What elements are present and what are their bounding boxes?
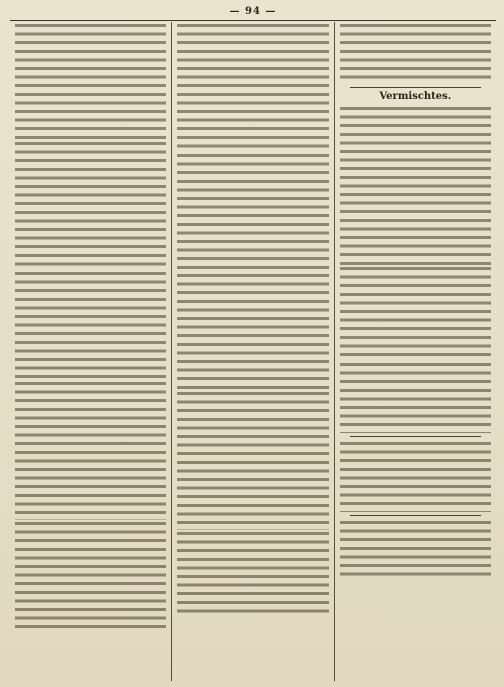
article-paragraph: [340, 361, 491, 433]
article-paragraph: [340, 105, 491, 265]
section-heading: Vermischtes.: [379, 91, 452, 102]
article-text: [177, 530, 328, 616]
section-divider: [350, 515, 481, 516]
article-paragraph: [340, 265, 491, 361]
article-paragraph: [177, 152, 328, 272]
article-text: [15, 520, 166, 630]
article-paragraph: [15, 380, 166, 520]
page-header: [10, 6, 496, 21]
article-paragraph: [340, 519, 491, 581]
article-paragraph: [177, 22, 328, 152]
article-paragraph: [15, 270, 166, 380]
article-text: [15, 380, 166, 520]
article-text: [340, 105, 491, 265]
article-text: [177, 152, 328, 272]
page-number: — 94 —: [229, 6, 277, 17]
article-paragraph: [15, 520, 166, 630]
article-text: [15, 270, 166, 380]
column-left: [10, 22, 171, 681]
section-divider: [350, 436, 481, 437]
article-text: [177, 272, 328, 390]
article-paragraph: [340, 440, 491, 512]
article-text: [177, 390, 328, 530]
article-paragraph: [177, 530, 328, 616]
article-paragraph: [177, 390, 328, 530]
column-right: [334, 22, 496, 681]
article-paragraph: [15, 140, 166, 270]
article-paragraph: [177, 272, 328, 390]
article-text: [15, 22, 166, 140]
article-text: [15, 140, 166, 270]
text-columns: [10, 22, 496, 681]
article-text: [340, 265, 491, 361]
article-text: [340, 361, 491, 433]
article-text: [340, 440, 491, 512]
article-text: [177, 22, 328, 152]
column-middle: [171, 22, 333, 681]
article-paragraph: [15, 22, 166, 140]
section-divider: [350, 87, 481, 88]
article-paragraph: [340, 22, 491, 84]
article-text: [340, 519, 491, 581]
article-text: [340, 22, 491, 84]
